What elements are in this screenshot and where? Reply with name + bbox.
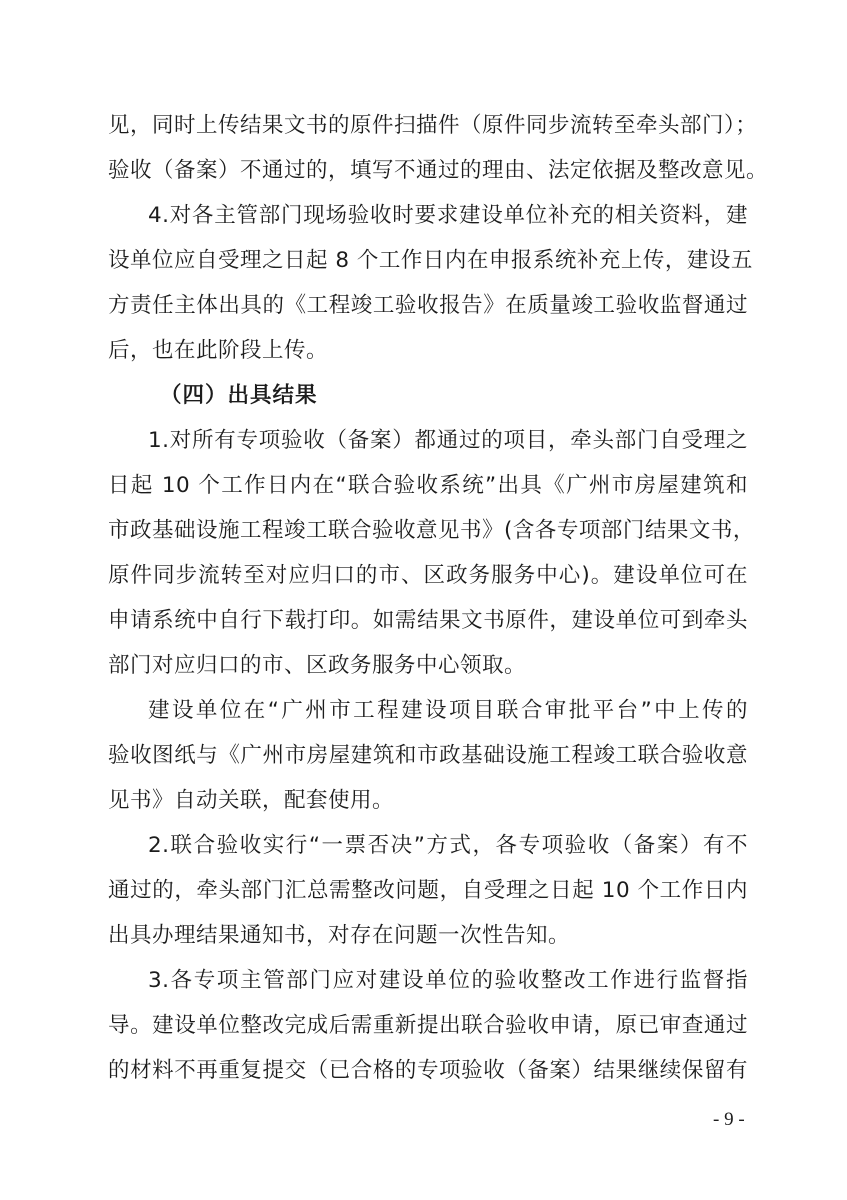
paragraph-line: 出具办理结果通知书，对存在问题一次性告知。 xyxy=(108,923,571,948)
paragraph-line: 见书》自动关联，配套使用。 xyxy=(108,788,395,813)
paragraph-line: 的材料不再重复提交（已合格的专项验收（备案）结果继续保留有 xyxy=(108,1058,748,1083)
paragraph-line: 通过的，牵头部门汇总需整改问题，自受理之日起 10 个工作日内 xyxy=(108,878,748,903)
paragraph-line: 后，也在此阶段上传。 xyxy=(108,338,329,363)
paragraph-line: 日起 10 个工作日内在“联合验收系统”出具《广州市房屋建筑和 xyxy=(108,473,748,498)
paragraph-line: 1.对所有专项验收（备案）都通过的项目，牵头部门自受理之 xyxy=(148,428,748,453)
paragraph-line: 建设单位在“广州市工程建设项目联合审批平台”中上传的 xyxy=(148,698,748,723)
paragraph-line: 验收（备案）不通过的，填写不通过的理由、法定依据及整改意见。 xyxy=(108,158,769,183)
section-heading: （四）出具结果 xyxy=(160,383,318,408)
paragraph-line: 见，同时上传结果文书的原件扫描件（原件同步流转至牵头部门）； xyxy=(108,113,758,138)
paragraph-line: 2.联合验收实行“一票否决”方式，各专项验收（备案）有不 xyxy=(148,833,748,858)
paragraph-line: 部门对应归口的市、区政务服务中心领取。 xyxy=(108,653,527,678)
paragraph-line: 3.各专项主管部门应对建设单位的验收整改工作进行监督指 xyxy=(148,968,748,993)
paragraph-line: 方责任主体出具的《工程竣工验收报告》在质量竣工验收监督通过 xyxy=(108,293,748,318)
paragraph-line: 导。建设单位整改完成后需重新提出联合验收申请，原已审查通过 xyxy=(108,1013,748,1038)
paragraph-line: 4.对各主管部门现场验收时要求建设单位补充的相关资料，建 xyxy=(148,203,748,228)
paragraph-line: 原件同步流转至对应归口的市、区政务服务中心)。建设单位可在 xyxy=(108,563,748,588)
paragraph-line: 设单位应自受理之日起 8 个工作日内在申报系统补充上传，建设五 xyxy=(108,248,753,273)
paragraph-line: 申请系统中自行下载打印。如需结果文书原件，建设单位可到牵头 xyxy=(108,608,748,633)
page-number: - 9 - xyxy=(713,1109,745,1130)
paragraph-line: 验收图纸与《广州市房屋建筑和市政基础设施工程竣工联合验收意 xyxy=(108,743,748,768)
paragraph-line: 市政基础设施工程竣工联合验收意见书》(含各专项部门结果文书， xyxy=(108,518,755,543)
